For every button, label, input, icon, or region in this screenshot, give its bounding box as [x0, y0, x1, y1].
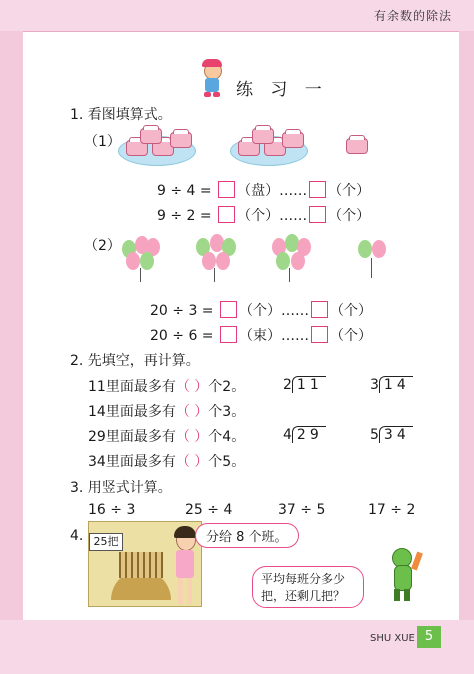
long-division	[283, 376, 326, 393]
fill-suffix: 个5。	[208, 454, 246, 470]
answer-box[interactable]	[309, 181, 326, 198]
eq-unit: （盘）……	[237, 183, 308, 199]
fill-row	[88, 426, 245, 446]
divisor: 2	[283, 377, 292, 393]
fill-row	[88, 401, 245, 421]
divisor: 3	[370, 377, 379, 393]
eq-unit: （束）……	[239, 328, 309, 344]
answer-box[interactable]	[220, 326, 237, 343]
eq-unit: （个）……	[237, 208, 308, 224]
answer-box[interactable]	[311, 301, 328, 318]
eq-unit: （个）……	[239, 303, 309, 319]
vertical-calc-item: 17 ÷ 2	[368, 502, 416, 518]
fill-num: 14	[88, 404, 106, 420]
sign-25-mops	[89, 533, 123, 551]
eq-unit: （个）	[328, 208, 371, 224]
long-division	[370, 376, 413, 393]
eq-left: 20 ÷ 6 =	[150, 328, 214, 344]
answer-box[interactable]	[311, 326, 328, 343]
dividend: 11	[292, 376, 326, 393]
eq-unit: （个）	[330, 328, 372, 344]
fill-blank[interactable]: （ ）	[175, 454, 209, 470]
fill-text: 里面最多有	[105, 379, 176, 395]
fill-text: 里面最多有	[105, 454, 176, 470]
divisor: 4	[283, 427, 292, 443]
q1-label: 1. 看图填算式。	[70, 107, 172, 123]
fill-blank[interactable]: （ ）	[175, 404, 209, 420]
speech-bubble-teacher	[195, 523, 299, 548]
bubble-text-line1: 平均每班分多少	[261, 572, 346, 586]
section-title: 练 习 一	[236, 80, 328, 100]
eq-20-div-3	[150, 300, 372, 320]
dividend: 14	[379, 376, 413, 393]
answer-box[interactable]	[218, 181, 235, 198]
bubble-text: 分给 8 个班。	[206, 530, 288, 545]
answer-box[interactable]	[218, 206, 235, 223]
q2-label: 2. 先填空，再计算。	[70, 353, 200, 369]
vertical-calc-item: 37 ÷ 5	[278, 502, 326, 518]
fill-text: 里面最多有	[105, 429, 176, 445]
vertical-calc-item: 16 ÷ 3	[88, 502, 136, 518]
q4-label: 4.	[70, 528, 84, 544]
eq-unit: （个）	[330, 303, 372, 319]
answer-box[interactable]	[220, 301, 237, 318]
eq-9-div-2	[157, 205, 370, 225]
fill-num: 34	[88, 454, 106, 470]
q1-part2-label: （2）	[84, 238, 121, 254]
fill-row	[88, 376, 245, 396]
footer-subject-label: SHU XUE	[370, 633, 415, 644]
eq-20-div-6	[150, 325, 372, 345]
fill-num: 29	[88, 429, 106, 445]
fill-blank[interactable]: （ ）	[175, 429, 209, 445]
chapter-title: 有余数的除法	[373, 9, 452, 23]
long-division	[370, 426, 413, 443]
eq-left: 9 ÷ 4 =	[157, 183, 212, 199]
eq-unit: （个）	[328, 183, 371, 199]
eq-left: 20 ÷ 3 =	[150, 303, 214, 319]
fill-suffix: 个4。	[208, 429, 246, 445]
long-division	[283, 426, 326, 443]
bubble-text-line2: 把，还剩几把？	[261, 589, 346, 603]
header-rule	[23, 31, 459, 32]
dividend: 29	[292, 426, 326, 443]
divisor: 5	[370, 427, 379, 443]
dividend: 34	[379, 426, 413, 443]
mascot-icon	[200, 62, 224, 98]
fill-blank[interactable]: （ ）	[175, 379, 209, 395]
fill-text: 里面最多有	[105, 404, 176, 420]
eq-left: 9 ÷ 2 =	[157, 208, 212, 224]
eq-9-div-4	[157, 180, 370, 200]
q3-label: 3. 用竖式计算。	[70, 480, 172, 496]
fill-suffix: 个3。	[208, 404, 246, 420]
sign-text: 25把	[93, 535, 119, 548]
fill-row	[88, 451, 245, 471]
answer-box[interactable]	[309, 206, 326, 223]
fill-suffix: 个2。	[208, 379, 246, 395]
page-number: 5	[417, 626, 441, 648]
q1-part1-label: （1）	[84, 134, 121, 150]
vertical-calc-item: 25 ÷ 4	[185, 502, 233, 518]
footer-band	[0, 620, 474, 674]
speech-bubble-dragon	[252, 566, 364, 608]
fill-num: 11	[88, 379, 106, 395]
